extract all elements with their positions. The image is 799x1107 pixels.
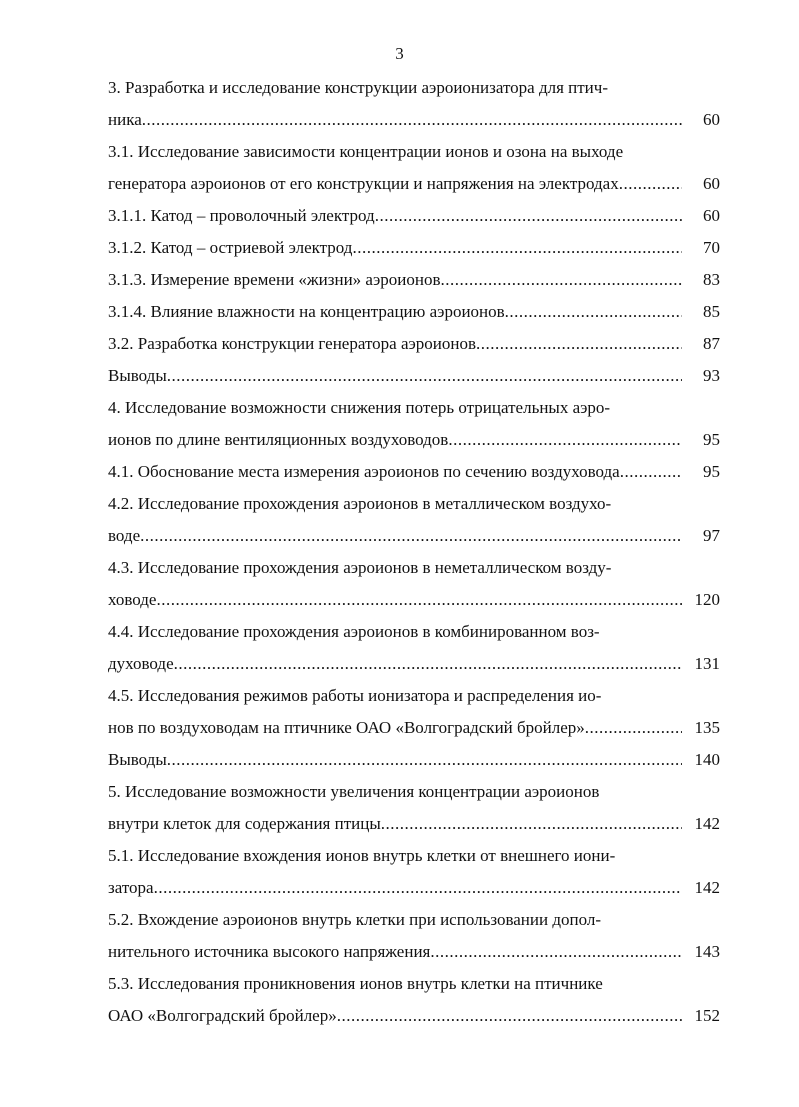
toc-entry [108,840,720,904]
toc-entry-text: Выводы [108,366,167,385]
dot-leader [585,712,682,744]
toc-entry-text: ника [108,110,142,129]
toc-entry-page: 60 [703,206,720,225]
dot-leader [375,200,682,232]
toc-entry-text: нительного источника высокого напряжения [108,942,431,961]
toc-entry-text: 3. Разработка и исследование конструкции аэроионизатора для птич- [108,78,608,97]
toc-entry-page: 93 [703,366,720,385]
toc-entry [108,360,720,392]
toc-entry-text: 3.1.2. Катод – остриевой электрод [108,238,353,257]
toc-entry [108,328,720,360]
dot-leader [352,232,682,264]
toc-entry [108,72,720,136]
toc-entry-page: 95 [703,462,720,481]
toc-entry-last-line [108,648,720,680]
toc-entry [108,616,720,680]
dot-leader [174,648,682,680]
toc-entry-last-line [108,872,720,904]
toc-entry-last-line [108,264,720,296]
toc-entry-text: нов по воздуховодам на птичнике ОАО «Волгоградский бройлер» [108,718,585,737]
toc-entry-page: 83 [703,270,720,289]
toc-entry [108,904,720,968]
toc-entry-text: воде [108,526,141,545]
toc-entry-last-line [108,808,720,840]
dot-leader [620,456,682,488]
toc-entry-text: 5.3. Исследования проникновения ионов внутрь клетки на птичнике [108,974,603,993]
toc-entry-last-line [108,232,720,264]
toc-entry-last-line [108,200,720,232]
toc-entry-text: затора [108,878,154,897]
toc-entry [108,392,720,456]
toc-entry [108,456,720,488]
toc-entry-page: 135 [694,718,720,737]
toc-entry-text: 4.2. Исследование прохождения аэроионов в металлическом воздухо- [108,494,612,513]
toc-entry-last-line [108,744,720,776]
toc-entry [108,296,720,328]
toc-entry-last-line [108,168,720,200]
toc-entry-text: 5. Исследование возможности увеличения концентрации аэроионов [108,782,600,801]
dot-leader [476,328,682,360]
toc-entry-text: 4.3. Исследование прохождения аэроионов в неметаллическом возду- [108,558,612,577]
toc-entry-text: 3.1.1. Катод – проволочный электрод [108,206,375,225]
toc-entry-text: 3.1.4. Влияние влажности на концентрацию аэроионов [108,302,505,321]
dot-leader [154,872,682,904]
dot-leader [505,296,682,328]
toc-entry-text: 5.1. Исследование вхождения ионов внутрь клетки от внешнего иони- [108,846,616,865]
toc-entry-last-line [108,712,720,744]
dot-leader [140,520,682,552]
dot-leader [440,264,682,296]
toc-entry [108,488,720,552]
toc-entry-text: Выводы [108,750,167,769]
page-number: 3 [395,44,404,63]
toc-entry-text: 5.2. Вхождение аэроионов внутрь клетки при использовании допол- [108,910,601,929]
toc-entry-last-line [108,936,720,968]
toc-entry-text: ховоде [108,590,157,609]
dot-leader [381,808,682,840]
toc-entry [108,744,720,776]
toc-entry-page: 142 [694,878,720,897]
toc-entry [108,776,720,840]
toc-entry-text: 4.4. Исследование прохождения аэроионов в комбинированном воз- [108,622,600,641]
toc-entry-last-line [108,296,720,328]
toc-entry [108,968,720,1032]
toc-entry-text: генератора аэроионов от его конструкции и напряжения на электродах [108,174,619,193]
dot-leader [619,168,682,200]
toc-entry-text: духоводе [108,654,174,673]
toc-entry-page: 143 [694,942,720,961]
dot-leader [167,360,682,392]
toc-entry-last-line [108,456,720,488]
dot-leader [337,1000,682,1032]
toc-entry [108,200,720,232]
toc-entry-page: 131 [694,654,720,673]
toc-entry-last-line [108,584,720,616]
toc-entry [108,552,720,616]
toc-entry-page: 140 [694,750,720,769]
toc-entry-text: 4.5. Исследования режимов работы ионизатора и распределения ио- [108,686,602,705]
table-of-contents [108,72,720,1032]
dot-leader [142,104,682,136]
toc-entry-text: 3.2. Разработка конструкции генератора аэроионов [108,334,477,353]
toc-entry-text: 4. Исследование возможности снижения потерь отрицательных аэро- [108,398,611,417]
toc-entry-page: 60 [703,174,720,193]
toc-entry-page: 97 [703,526,720,545]
toc-entry-last-line [108,104,720,136]
toc-entry [108,680,720,744]
toc-entry-page: 120 [694,590,720,609]
toc-entry-page: 60 [703,110,720,129]
toc-entry [108,136,720,200]
toc-entry-last-line [108,360,720,392]
toc-entry-text: ОАО «Волгоградский бройлер» [108,1006,337,1025]
toc-entry [108,264,720,296]
dot-leader [430,936,682,968]
toc-entry-last-line [108,520,720,552]
toc-entry-text: 4.1. Обоснование места измерения аэроионов по сечению воздуховода [108,462,620,481]
toc-entry-last-line [108,1000,720,1032]
dot-leader [448,424,682,456]
toc-entry-page: 87 [703,334,720,353]
toc-entry-last-line [108,328,720,360]
toc-entry-page: 152 [694,1006,720,1025]
toc-entry-text: внутри клеток для содержания птицы [108,814,381,833]
toc-entry-page: 85 [703,302,720,321]
toc-entry-page: 70 [703,238,720,257]
toc-entry-last-line [108,424,720,456]
dot-leader [156,584,682,616]
toc-entry-page: 142 [694,814,720,833]
toc-entry-text: ионов по длине вентиляционных воздуховодов [108,430,449,449]
toc-entry-text: 3.1.3. Измерение времени «жизни» аэроионов [108,270,441,289]
toc-entry-page: 95 [703,430,720,449]
dot-leader [167,744,682,776]
toc-entry [108,232,720,264]
toc-entry-text: 3.1. Исследование зависимости концентрации ионов и озона на выходе [108,142,624,161]
